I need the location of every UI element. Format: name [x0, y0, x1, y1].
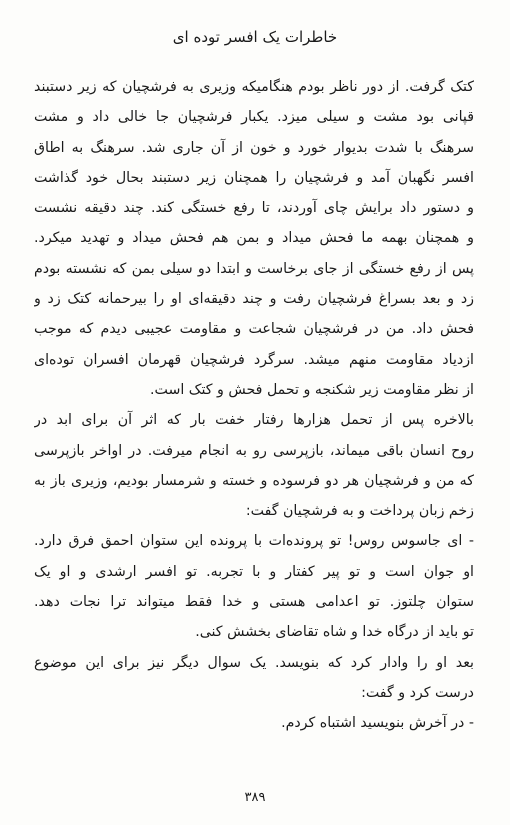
text-line: زخم زبان پرداخت و به فرشچیان گفت: — [245, 503, 474, 520]
text-line: پس از رفع خستگی از جای برخاست و ابتدا دو سیلی بمن که نشسته بودم — [34, 260, 474, 277]
text-line: روح انسان باقی میماند، بازپرسی رو به انجام میرفت. در اواخر بازپرسی — [34, 442, 474, 459]
text-line: تو باید از درگاه خدا و شاه تقاضای بخشش کنی. — [195, 624, 474, 641]
text-line: افسر نگهبان آمد و فرشچیان را همچنان زیر دستبند بحال خود گذاشت — [34, 169, 474, 186]
text-line: و همچنان بهمه ما فحش میداد و بمن هم فحش میداد و تهدید میکرد. — [34, 230, 474, 247]
text-line: بعد او را وادار کرد که بنویسد. یک سوال دیگر نیز برای این موضوع — [34, 654, 474, 671]
text-line: قپانی بود مشت و سیلی میزد. یکبار فرشچیان جا خالی داد و مشت — [34, 109, 474, 126]
text-line: و دستور داد برایش چای آوردند، تا رفع خستگی کند. چند دقیقه نشست — [34, 200, 474, 217]
text-line: - در آخرش بنویسید اشتباه کردم. — [281, 715, 474, 732]
page-number: ۳۸۹ — [244, 790, 266, 805]
text-line: سرهنگ با شدت بدیوار خورد و خون از آن جاری شد. سرهنگ به اطاق — [34, 139, 474, 156]
page-title: خاطرات یک افسر توده ای — [172, 28, 338, 46]
text-line: ازدیاد مقاومت منهم میشد. سرگرد فرشچیان قهرمان افسران توده‌ای — [34, 351, 474, 368]
text-line: زد و بعد بسراغ فرشچیان رفت و چند دقیقه‌ای او را بیرحمانه کتک زد و — [34, 291, 474, 308]
text-line: ستوان چلتوز. تو اعدامی هستی و خدا فقط میتواند ترا نجات دهد. — [34, 594, 474, 611]
text-line: او جوان است و تو پیر کفتار و با تجربه. تو افسر ارشدی و او یک — [34, 563, 474, 580]
text-line: که من و فرشچیان هر دو فرسوده و خسته و شرمسار بودیم، وزیری باز به — [34, 472, 474, 489]
text-line: از نظر مقاومت زیر شکنجه و تحمل فحش و کتک است. — [150, 381, 474, 398]
text-line: کتک گرفت. از دور ناظر بودم هنگامیکه وزیری به فرشچیان که زیر دستبند — [34, 79, 474, 95]
text-line: - ای جاسوس روس! تو پرونده‌ات با پرونده این ستوان احمق فرق دارد. — [34, 533, 474, 550]
text-line: فحش داد. من در فرشچیان شجاعت و مقاومت عجیبی دیدم که موجب — [34, 321, 474, 338]
body-text — [34, 72, 474, 739]
text-line: درست کرد و گفت: — [361, 684, 474, 701]
text-line: بالاخره پس از تحمل هزارها رفتار خفت بار که اثر آن برای ابد در — [34, 412, 474, 429]
